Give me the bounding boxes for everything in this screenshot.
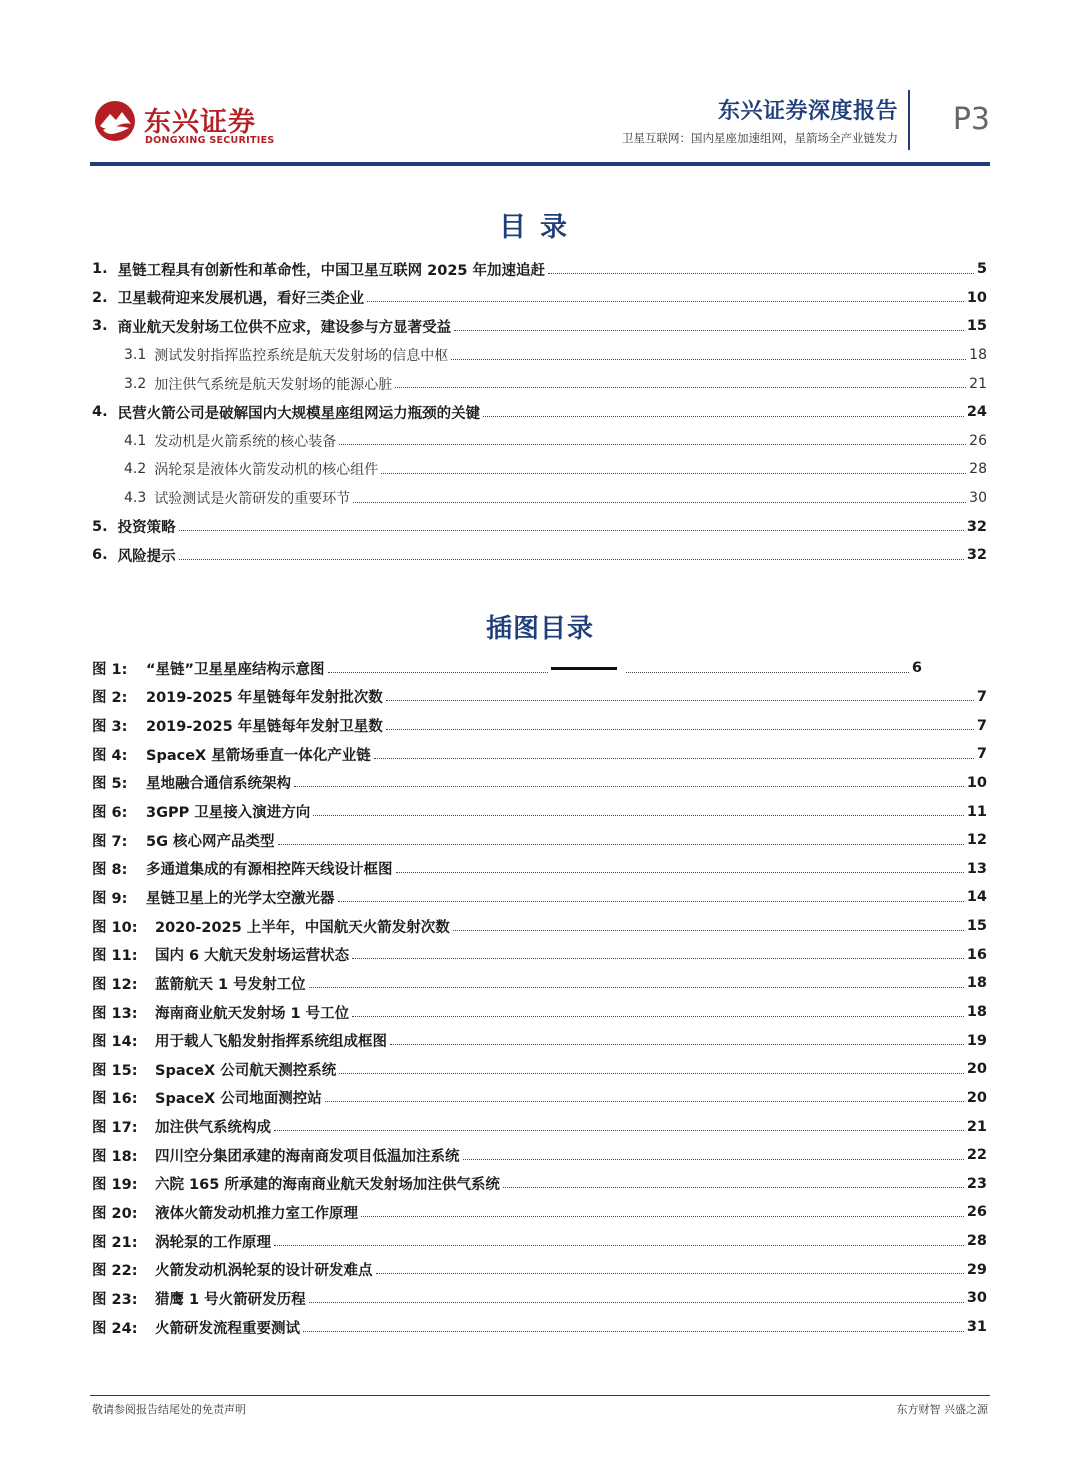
leader-dots <box>294 786 964 787</box>
toc-entry[interactable] <box>92 369 987 398</box>
figure-entry-text: SpaceX 公司地面测控站 <box>155 1091 322 1108</box>
figure-entry-label: 图 11: <box>92 948 138 965</box>
toc-entry-page: 24 <box>966 404 987 421</box>
figure-entry-label: 图 24: <box>92 1320 138 1337</box>
report-title: 东兴证券深度报告 <box>717 99 898 124</box>
figure-entry[interactable] <box>92 1112 987 1141</box>
leader-dots <box>454 330 964 331</box>
leader-dots <box>352 958 964 959</box>
figure-entry-page: 19 <box>966 1032 987 1049</box>
figure-entry-page: 11 <box>966 803 987 820</box>
figure-entry-label: 图 21: <box>92 1234 138 1251</box>
toc-entry[interactable] <box>92 427 987 456</box>
toc-entry-number: 1. <box>92 261 108 278</box>
toc-entry-number: 3. <box>92 318 108 335</box>
page-header <box>90 86 990 164</box>
leader-dots <box>390 1044 964 1045</box>
figure-entry-text: 液体火箭发动机推力室工作原理 <box>155 1205 358 1222</box>
figure-entry[interactable] <box>92 883 987 912</box>
table-of-contents <box>92 255 987 570</box>
figure-entry-text: “星链”卫星星座结构示意图 <box>146 661 325 678</box>
leader-dots <box>353 502 966 503</box>
toc-entry[interactable] <box>92 312 987 341</box>
toc-entry-text: 发动机是火箭系统的核心装备 <box>154 433 337 450</box>
figure-entry-text: 多通道集成的有源相控阵天线设计框图 <box>146 862 393 879</box>
footer-rule <box>90 1395 990 1396</box>
figure-entry-page: 29 <box>966 1261 987 1278</box>
figure-entry-label: 图 14: <box>92 1034 138 1051</box>
leader-dots <box>386 729 974 730</box>
figure-entry-text: SpaceX 星箭场垂直一体化产业链 <box>146 747 371 764</box>
figure-entry-page: 14 <box>966 889 987 906</box>
leader-dots <box>309 1302 964 1303</box>
toc-entry-text: 商业航天发射场工位供不应求，建设参与方显著受益 <box>117 319 452 336</box>
figure-entry-page: 20 <box>966 1089 987 1106</box>
toc-entry-page: 32 <box>966 547 987 564</box>
leader-dots <box>626 672 909 673</box>
leader-dots <box>548 273 974 274</box>
leader-dots <box>483 416 964 417</box>
figure-entry-text: 2019-2025 年星链每年发射卫星数 <box>146 719 383 736</box>
figure-entry-text: 蓝箭航天 1 号发射工位 <box>155 976 306 993</box>
figure-entry-label: 图 9: <box>92 890 128 907</box>
figure-entry-page: 7 <box>976 746 987 763</box>
figure-entry-label: 图 13: <box>92 1005 138 1022</box>
toc-entry[interactable] <box>92 541 987 570</box>
figure-entry[interactable] <box>92 826 987 855</box>
figure-entry[interactable] <box>92 1141 987 1170</box>
leader-dots <box>274 1245 964 1246</box>
figure-entry-text: 5G 核心网产品类型 <box>146 833 275 850</box>
figure-entry-label: 图 1: <box>92 661 128 678</box>
figure-entry-text: 2019-2025 年星链每年发射批次数 <box>146 690 383 707</box>
leader-dots <box>352 1016 964 1017</box>
leader-dots <box>453 930 964 931</box>
figure-entry[interactable] <box>92 654 922 683</box>
toc-entry-text: 民营火箭公司是破解国内大规模星座组网运力瓶颈的关键 <box>117 405 481 422</box>
figure-entry-page: 12 <box>966 832 987 849</box>
leader-dots <box>339 1073 964 1074</box>
toc-entry-number: 3.2 <box>124 375 147 392</box>
figure-entry-label: 图 19: <box>92 1177 138 1194</box>
figure-entry-text: 六院 165 所承建的海南商业航天发射场加注供气系统 <box>155 1177 500 1194</box>
leader-dots <box>361 1216 964 1217</box>
figure-entry[interactable] <box>92 769 987 798</box>
figure-entry-text: 四川空分集团承建的海南商发项目低温加注系统 <box>155 1148 460 1165</box>
figure-entry-text: 加注供气系统构成 <box>155 1120 271 1137</box>
toc-entry-text: 卫星载荷迎来发展机遇，看好三类企业 <box>117 291 365 308</box>
toc-entry-text: 星链工程具有创新性和革命性，中国卫星互联网 2025 年加速追赶 <box>117 262 546 279</box>
toc-entry[interactable] <box>92 255 987 284</box>
toc-entry-page: 21 <box>969 375 987 392</box>
figure-entry[interactable] <box>92 1227 987 1256</box>
figure-entry[interactable] <box>92 1170 987 1199</box>
leader-dots <box>274 1130 964 1131</box>
report-subtitle: 卫星互联网：国内星座加速组网，星箭场全产业链发力 <box>622 131 898 145</box>
redaction-bar <box>551 667 617 670</box>
figure-entry-label: 图 3: <box>92 719 128 736</box>
toc-entry-text: 加注供气系统是航天发射场的能源心脏 <box>154 376 393 393</box>
figure-entry-page: 30 <box>966 1290 987 1307</box>
toc-entry[interactable] <box>92 484 987 513</box>
figure-entry-page: 16 <box>966 946 987 963</box>
figure-entry-label: 图 18: <box>92 1148 138 1165</box>
leader-dots <box>303 1331 964 1332</box>
figure-entry-text: SpaceX 公司航天测控系统 <box>155 1062 337 1079</box>
toc-entry-page: 15 <box>966 318 987 335</box>
figure-list <box>92 654 987 1341</box>
toc-entry-number: 3.1 <box>124 347 147 364</box>
toc-entry[interactable] <box>92 284 987 313</box>
leader-dots <box>313 815 964 816</box>
figure-entry-text: 海南商业航天发射场 1 号工位 <box>155 1005 350 1022</box>
toc-entry-number: 5. <box>92 518 108 535</box>
logo-english-name: DONGXING SECURITIES <box>145 135 275 146</box>
logo-chinese-name: 东兴证券 <box>144 107 256 138</box>
figure-entry[interactable] <box>92 1026 987 1055</box>
leader-dots <box>503 1187 964 1188</box>
leader-dots <box>309 987 964 988</box>
figure-entry[interactable] <box>92 711 987 740</box>
toc-entry-number: 4.3 <box>124 490 147 507</box>
figure-entry-page: 21 <box>966 1118 987 1135</box>
figure-entry-label: 图 8: <box>92 862 128 879</box>
figure-entry-text: 涡轮泵的工作原理 <box>155 1234 271 1251</box>
figure-entry-page: 28 <box>966 1233 987 1250</box>
figure-entry-text: 火箭研发流程重要测试 <box>155 1320 300 1337</box>
leader-dots <box>338 901 964 902</box>
toc-entry-page: 30 <box>969 490 987 507</box>
header-divider <box>908 90 910 150</box>
figure-entry-page: 15 <box>966 918 987 935</box>
figure-entry[interactable] <box>92 940 987 969</box>
figure-entry-page: 22 <box>966 1147 987 1164</box>
leader-dots <box>451 359 966 360</box>
figure-entry[interactable] <box>92 683 987 712</box>
header-rule <box>90 162 990 166</box>
figure-entry[interactable] <box>92 1255 987 1284</box>
toc-entry-number: 4. <box>92 404 108 421</box>
toc-entry[interactable] <box>92 341 987 370</box>
figure-entry-text: 星地融合通信系统架构 <box>146 776 291 793</box>
leader-dots <box>396 872 964 873</box>
figure-entry[interactable] <box>92 854 987 883</box>
figure-entry[interactable] <box>92 969 987 998</box>
toc-entry-text: 投资策略 <box>117 520 176 537</box>
figure-entry-label: 图 17: <box>92 1120 138 1137</box>
toc-entry-number: 4.1 <box>124 432 147 449</box>
leader-dots <box>381 473 966 474</box>
figure-entry-label: 图 2: <box>92 690 128 707</box>
toc-entry-text: 试验测试是火箭研发的重要环节 <box>154 491 351 508</box>
toc-entry[interactable] <box>92 398 987 427</box>
figure-entry-text: 星链卫星上的光学太空激光器 <box>146 890 335 907</box>
figure-entry-text: 猎鹰 1 号火箭研发历程 <box>155 1291 306 1308</box>
figure-entry-page: 13 <box>966 860 987 877</box>
leader-dots <box>395 387 966 388</box>
page-number: P3 <box>952 102 990 137</box>
leader-dots <box>328 672 548 673</box>
figure-entry-text: 3GPP 卫星接入演进方向 <box>146 805 311 822</box>
toc-entry-page: 18 <box>969 347 987 364</box>
figure-entry-text: 用于载人飞船发射指挥系统组成框图 <box>155 1034 387 1051</box>
figure-entry-page: 7 <box>976 717 987 734</box>
figure-entry[interactable] <box>92 1055 987 1084</box>
leader-dots <box>339 444 966 445</box>
leader-dots <box>386 700 974 701</box>
figure-entry-label: 图 12: <box>92 976 138 993</box>
figure-entry-page: 31 <box>966 1319 987 1336</box>
figure-entry-label: 图 7: <box>92 833 128 850</box>
toc-entry-page: 28 <box>969 461 987 478</box>
figure-entry[interactable] <box>92 912 987 941</box>
leader-dots <box>278 844 964 845</box>
toc-entry-page: 26 <box>969 432 987 449</box>
leader-dots <box>179 559 964 560</box>
toc-entry-number: 2. <box>92 289 108 306</box>
leader-dots <box>376 1273 964 1274</box>
figure-entry[interactable] <box>92 1084 987 1113</box>
leader-dots <box>325 1101 964 1102</box>
figure-entry-page: 7 <box>976 688 987 705</box>
figure-entry[interactable] <box>92 998 987 1027</box>
figure-entry-page: 20 <box>966 1061 987 1078</box>
figure-entry-label: 图 5: <box>92 776 128 793</box>
footer-disclaimer: 敬请参阅报告结尾处的免责声明 <box>92 1403 246 1416</box>
figure-entry-text: 国内 6 大航天发射场运营状态 <box>155 948 350 965</box>
toc-entry[interactable] <box>92 455 987 484</box>
figure-entry-label: 图 4: <box>92 747 128 764</box>
leader-dots <box>179 530 964 531</box>
toc-entry-text: 涡轮泵是液体火箭发动机的核心组件 <box>154 462 379 479</box>
figure-entry-label: 图 6: <box>92 805 128 822</box>
toc-entry-text: 测试发射指挥监控系统是航天发射场的信息中枢 <box>154 348 449 365</box>
toc-entry[interactable] <box>92 512 987 541</box>
toc-entry-number: 4.2 <box>124 461 147 478</box>
figure-entry[interactable] <box>92 1284 987 1313</box>
toc-entry-text: 风险提示 <box>117 548 176 565</box>
figure-entry-page: 10 <box>966 774 987 791</box>
toc-entry-page: 32 <box>966 518 987 535</box>
toc-title: 目录 <box>499 212 581 243</box>
figure-entry[interactable] <box>92 740 987 769</box>
toc-entry-page: 5 <box>976 261 987 278</box>
figure-entry[interactable] <box>92 1313 987 1342</box>
leader-dots <box>463 1159 964 1160</box>
figure-list-title: 插图目录 <box>485 614 594 644</box>
figure-entry-label: 图 15: <box>92 1062 138 1079</box>
figure-entry-page: 18 <box>966 1004 987 1020</box>
figure-entry-page: 18 <box>966 975 987 992</box>
toc-entry-number: 6. <box>92 547 108 564</box>
figure-entry-text: 火箭发动机涡轮泵的设计研发难点 <box>155 1263 373 1280</box>
figure-entry-page: 26 <box>966 1204 987 1221</box>
toc-entry-page: 10 <box>966 289 987 306</box>
figure-entry[interactable] <box>92 1198 987 1227</box>
figure-entry-page: 6 <box>911 660 922 677</box>
figure-entry-text: 2020-2025 上半年，中国航天火箭发射次数 <box>155 919 450 936</box>
figure-entry-label: 图 16: <box>92 1091 138 1108</box>
figure-entry-label: 图 22: <box>92 1263 138 1280</box>
dongxing-logo-icon <box>94 100 136 142</box>
figure-entry-label: 图 23: <box>92 1291 138 1308</box>
company-logo <box>94 96 354 156</box>
figure-entry-label: 图 20: <box>92 1205 138 1222</box>
figure-entry-page: 23 <box>966 1175 987 1192</box>
footer-slogan: 东方财智 兴盛之源 <box>896 1403 988 1416</box>
figure-entry[interactable] <box>92 797 987 826</box>
leader-dots <box>374 758 974 759</box>
leader-dots <box>367 301 964 302</box>
figure-entry-label: 图 10: <box>92 919 138 936</box>
